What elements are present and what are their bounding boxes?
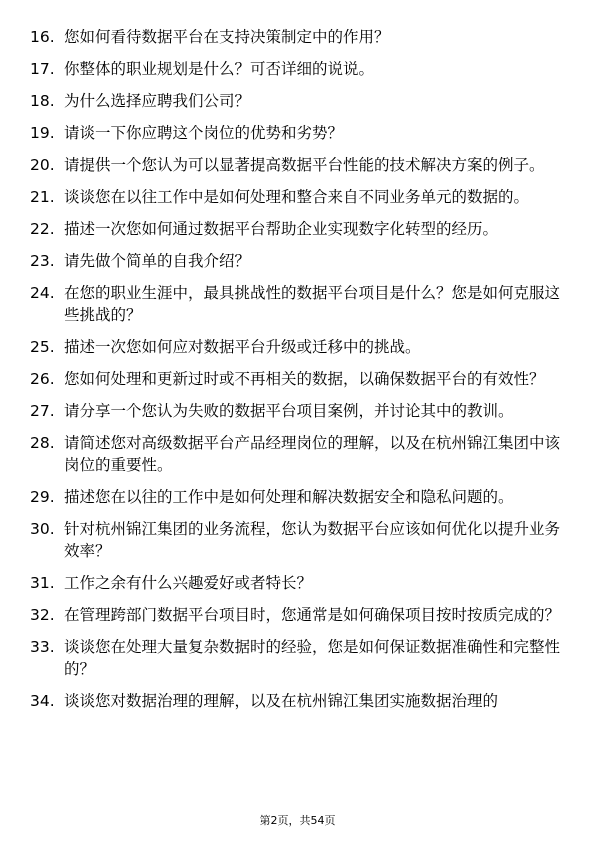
page-footer: 第2页，共54页: [259, 814, 336, 827]
question-text: 谈谈您在以往工作中是如何处理和整合来自不同业务单元的数据的。: [64, 188, 530, 206]
question-item: [30, 400, 570, 422]
question-number: 31.: [30, 574, 55, 592]
question-text: 谈谈您在处理大量复杂数据时的经验，您是如何保证数据准确性和完整性的？: [64, 638, 561, 678]
question-list: [30, 26, 570, 712]
question-number: 29.: [30, 488, 55, 506]
question-number: 18.: [30, 92, 55, 110]
question-number: 21.: [30, 188, 55, 206]
question-number: 30.: [30, 520, 55, 538]
question-item: [30, 604, 570, 626]
question-number: 23.: [30, 252, 55, 270]
question-number: 28.: [30, 434, 55, 452]
question-text: 请先做个简单的自我介绍？: [64, 252, 251, 270]
question-item: [30, 572, 570, 594]
question-item: [30, 282, 570, 326]
question-number: 27.: [30, 402, 55, 420]
question-text: 请分享一个您认为失败的数据平台项目案例，并讨论其中的教训。: [64, 402, 514, 420]
question-item: [30, 432, 570, 476]
question-number: 26.: [30, 370, 55, 388]
question-item: [30, 250, 570, 272]
question-item: [30, 518, 570, 562]
question-number: 34.: [30, 692, 55, 710]
question-text: 描述一次您如何应对数据平台升级或迁移中的挑战。: [64, 338, 421, 356]
question-item: [30, 122, 570, 144]
question-text: 请简述您对高级数据平台产品经理岗位的理解，以及在杭州锦江集团中该岗位的重要性。: [64, 434, 561, 474]
question-item: [30, 336, 570, 358]
question-text: 工作之余有什么兴趣爱好或者特长？: [64, 574, 313, 592]
question-text: 针对杭州锦江集团的业务流程，您认为数据平台应该如何优化以提升业务效率？: [64, 520, 561, 560]
question-number: 33.: [30, 638, 55, 656]
question-text: 谈谈您对数据治理的理解，以及在杭州锦江集团实施数据治理的: [64, 692, 499, 710]
question-item: [30, 690, 570, 712]
question-text: 请提供一个您认为可以显著提高数据平台性能的技术解决方案的例子。: [64, 156, 545, 174]
question-number: 25.: [30, 338, 55, 356]
question-text: 请谈一下你应聘这个岗位的优势和劣势？: [64, 124, 344, 142]
question-number: 22.: [30, 220, 55, 238]
question-item: [30, 218, 570, 240]
question-number: 20.: [30, 156, 55, 174]
question-item: [30, 58, 570, 80]
question-text: 您如何处理和更新过时或不再相关的数据，以确保数据平台的有效性？: [64, 370, 545, 388]
question-text: 描述您在以往的工作中是如何处理和解决数据安全和隐私问题的。: [64, 488, 514, 506]
question-text: 您如何看待数据平台在支持决策制定中的作用？: [64, 28, 390, 46]
question-text: 描述一次您如何通过数据平台帮助企业实现数字化转型的经历。: [64, 220, 499, 238]
question-item: [30, 90, 570, 112]
question-text: 为什么选择应聘我们公司？: [64, 92, 251, 110]
question-text: 在您的职业生涯中，最具挑战性的数据平台项目是什么？您是如何克服这些挑战的？: [64, 284, 561, 324]
question-item: [30, 368, 570, 390]
question-item: [30, 154, 570, 176]
question-item: [30, 486, 570, 508]
question-text: 你整体的职业规划是什么？可否详细的说说。: [64, 60, 375, 78]
question-number: 32.: [30, 606, 55, 624]
question-number: 24.: [30, 284, 55, 302]
question-item: [30, 26, 570, 48]
question-number: 16.: [30, 28, 55, 46]
question-number: 17.: [30, 60, 55, 78]
question-item: [30, 636, 570, 680]
question-text: 在管理跨部门数据平台项目时，您通常是如何确保项目按时按质完成的？: [64, 606, 561, 624]
question-number: 19.: [30, 124, 55, 142]
question-item: [30, 186, 570, 208]
